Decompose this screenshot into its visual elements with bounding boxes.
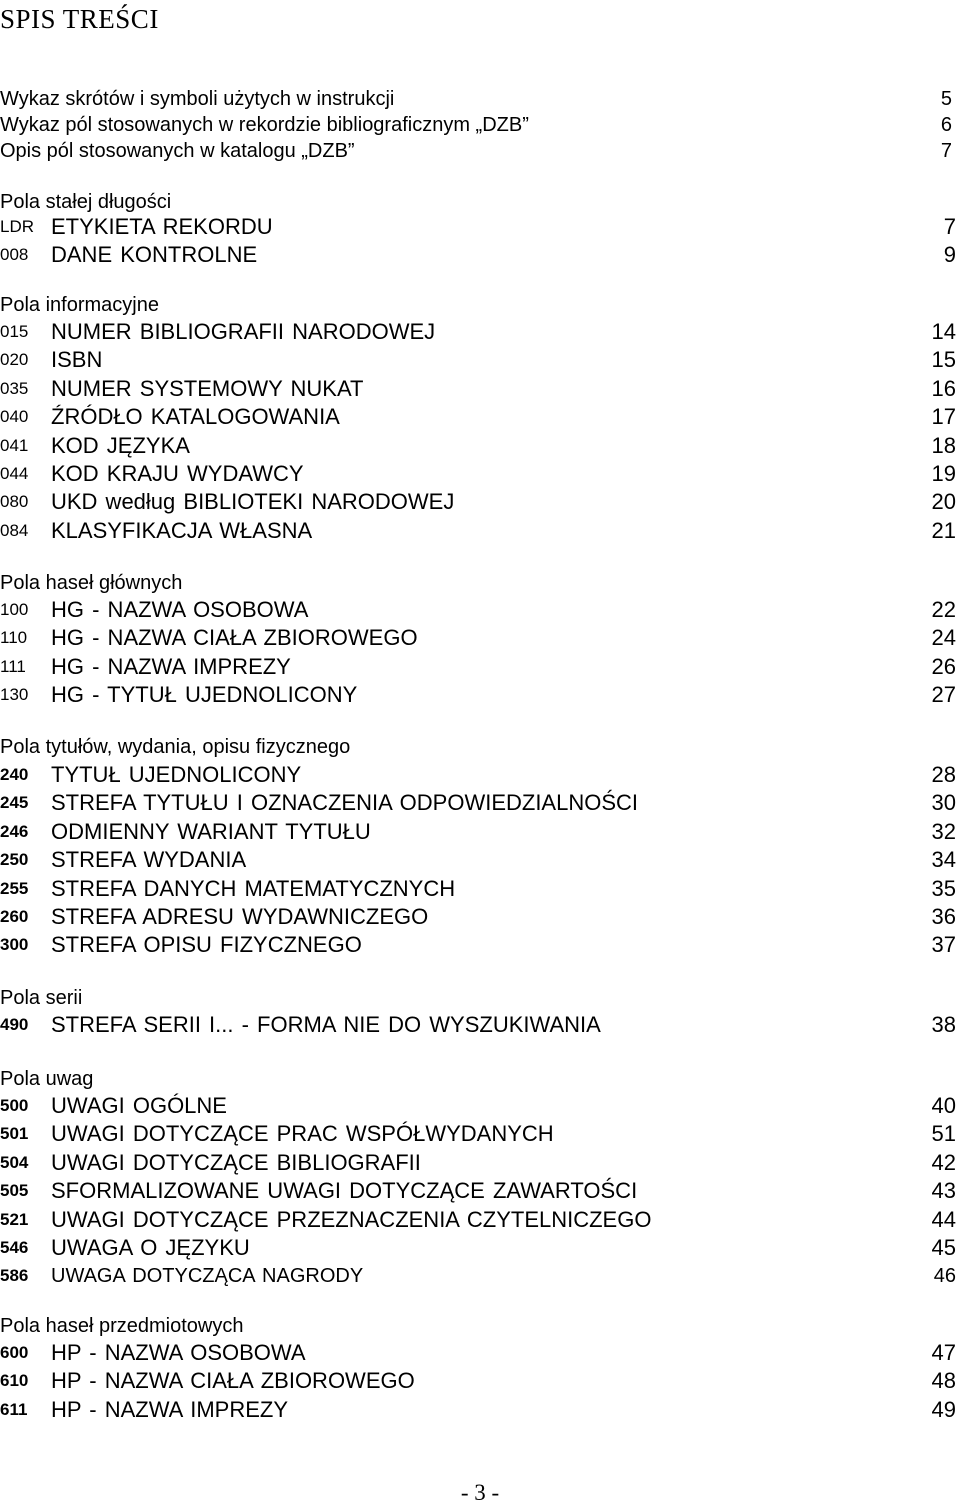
toc-entry: [0, 1206, 956, 1234]
toc-entry: [0, 1011, 956, 1039]
field-code: 040: [0, 407, 29, 426]
field-code: 084: [0, 521, 29, 540]
intro-page-number: 5: [940, 88, 952, 110]
field-code: 255: [0, 879, 29, 898]
field-title: STREFA WYDANIA: [51, 847, 247, 872]
entry-page-number: 35: [931, 876, 956, 901]
entry-page-number: 36: [931, 904, 956, 929]
toc-entry: [0, 931, 956, 959]
entry-page-number: 49: [931, 1397, 956, 1422]
intro-row: [0, 138, 952, 164]
entry-page-number: 16: [931, 376, 956, 401]
field-title: NUMER BIBLIOGRAFII NARODOWEJ: [51, 319, 436, 344]
field-title: NUMER SYSTEMOWY NUKAT: [51, 376, 364, 401]
toc-entry: [0, 517, 956, 545]
toc-entry: [0, 818, 956, 846]
field-code: 041: [0, 436, 29, 455]
toc-entry: [0, 403, 956, 431]
section-heading: Pola stałej długości: [0, 191, 172, 213]
field-code: 586: [0, 1266, 29, 1285]
field-title: UWAGI OGÓLNE: [51, 1093, 227, 1118]
field-code: 020: [0, 350, 29, 369]
toc-entry: [0, 1396, 956, 1424]
entry-page-number: 51: [931, 1121, 956, 1146]
intro-row: [0, 112, 952, 138]
field-title: HP - NAZWA IMPREZY: [51, 1397, 289, 1422]
intro-row: [0, 86, 952, 112]
entry-page-number: 45: [931, 1235, 956, 1260]
intro-page-number: 6: [940, 114, 952, 136]
toc-entry: [0, 1367, 956, 1395]
field-code: 611: [0, 1400, 28, 1419]
field-title: UWAGI DOTYCZĄCE PRZEZNACZENIA CZYTELNICZEGO: [51, 1207, 652, 1232]
entry-page-number: 47: [931, 1340, 956, 1365]
toc-entry: [0, 460, 956, 488]
field-title: UWAGA O JĘZYKU: [51, 1235, 250, 1260]
entry-page-number: 24: [931, 625, 956, 650]
section-heading: Pola tytułów, wydania, opisu fizycznego: [0, 736, 351, 758]
field-code: 610: [0, 1371, 29, 1390]
field-title: KOD JĘZYKA: [51, 433, 190, 458]
field-title: ETYKIETA REKORDU: [51, 214, 273, 239]
field-title: UWAGI DOTYCZĄCE BIBLIOGRAFII: [51, 1150, 421, 1175]
field-code: 501: [0, 1124, 29, 1143]
toc-entry: [0, 1120, 956, 1148]
field-title: STREFA DANYCH MATEMATYCZNYCH: [51, 876, 456, 901]
entry-page-number: 14: [931, 319, 956, 344]
toc-entry: [0, 241, 956, 269]
field-code: 130: [0, 685, 29, 704]
toc-entry: [0, 789, 956, 817]
toc-entry: [0, 1092, 956, 1120]
field-code: 110: [0, 628, 28, 647]
intro-page-number: 7: [940, 140, 952, 162]
intro-title: Wykaz skrótów i symboli użytych w instrukcji: [0, 88, 395, 110]
field-code: 490: [0, 1015, 29, 1034]
toc-entry: [0, 653, 956, 681]
entry-page-number: 19: [931, 461, 956, 486]
entry-page-number: 46: [933, 1265, 956, 1287]
entry-page-number: 27: [931, 682, 956, 707]
field-title: STREFA SERII I... - FORMA NIE DO WYSZUKIWANIA: [51, 1012, 601, 1037]
toc-entry: [0, 488, 956, 516]
field-code: 500: [0, 1096, 29, 1115]
intro-title: Opis pól stosowanych w katalogu „DZB”: [0, 140, 355, 162]
field-title: HP - NAZWA CIAŁA ZBIOROWEGO: [51, 1368, 415, 1393]
entry-page-number: 34: [931, 847, 956, 872]
field-title: ODMIENNY WARIANT TYTUŁU: [51, 819, 371, 844]
field-title: STREFA OPISU FIZYCZNEGO: [51, 932, 362, 957]
entry-page-number: 20: [931, 489, 956, 514]
field-title: HG - TYTUŁ UJEDNOLICONY: [51, 682, 358, 707]
entry-page-number: 44: [931, 1207, 956, 1232]
section-heading: Pola haseł głównych: [0, 572, 183, 594]
section-heading: Pola serii: [0, 987, 83, 1009]
entry-page-number: 7: [943, 214, 956, 239]
field-code: 245: [0, 793, 29, 812]
entry-page-number: 37: [931, 932, 956, 957]
field-title: TYTUŁ UJEDNOLICONY: [51, 762, 302, 787]
entry-page-number: 43: [931, 1178, 956, 1203]
field-code: 240: [0, 765, 29, 784]
toc-entry: [0, 875, 956, 903]
field-title: HG - NAZWA OSOBOWA: [51, 597, 309, 622]
field-title: HG - NAZWA IMPREZY: [51, 654, 291, 679]
field-title: KOD KRAJU WYDAWCY: [51, 461, 304, 486]
entry-page-number: 32: [931, 819, 956, 844]
field-code: 015: [0, 322, 29, 341]
field-code: 111: [0, 657, 26, 676]
field-code: 080: [0, 492, 29, 511]
entry-page-number: 48: [931, 1368, 956, 1393]
toc-entry: [0, 1177, 956, 1205]
field-title: HP - NAZWA OSOBOWA: [51, 1340, 306, 1365]
toc-entry: [0, 681, 956, 709]
entry-page-number: 40: [931, 1093, 956, 1118]
toc-entry: [0, 213, 956, 241]
field-title: ISBN: [51, 347, 103, 372]
field-code: 260: [0, 907, 29, 926]
entry-page-number: 9: [943, 242, 956, 267]
entry-page-number: 42: [931, 1150, 956, 1175]
toc-entry: [0, 596, 956, 624]
intro-title: Wykaz pól stosowanych w rekordzie bibliograficznym „DZB”: [0, 114, 529, 136]
field-title: STREFA TYTUŁU I OZNACZENIA ODPOWIEDZIALNOŚCI: [51, 790, 639, 815]
field-title: HG - NAZWA CIAŁA ZBIOROWEGO: [51, 625, 418, 650]
entry-page-number: 30: [931, 790, 956, 815]
field-title: ŹRÓDŁO KATALOGOWANIA: [51, 404, 340, 429]
field-code: 505: [0, 1181, 29, 1200]
field-code: 504: [0, 1153, 29, 1172]
section-heading: Pola informacyjne: [0, 294, 159, 316]
entry-page-number: 17: [931, 404, 956, 429]
toc-entry: [0, 1339, 956, 1367]
entry-page-number: 15: [931, 347, 956, 372]
entry-page-number: 38: [931, 1012, 956, 1037]
field-title: UWAGI DOTYCZĄCE PRAC WSPÓŁWYDANYCH: [51, 1121, 554, 1146]
field-code: 246: [0, 822, 29, 841]
toc-entry: [0, 1234, 956, 1262]
field-code: 546: [0, 1238, 29, 1257]
entry-page-number: 26: [931, 654, 956, 679]
entry-page-number: 28: [931, 762, 956, 787]
entry-page-number: 21: [931, 518, 956, 543]
section-heading: Pola uwag: [0, 1068, 94, 1090]
toc-entry: [0, 318, 956, 346]
field-code: LDR: [0, 217, 35, 236]
field-code: 008: [0, 245, 29, 264]
toc-entry: [0, 761, 956, 789]
field-code: 044: [0, 464, 29, 483]
entry-page-number: 22: [931, 597, 956, 622]
field-code: 521: [0, 1210, 29, 1229]
toc-entry: [0, 846, 956, 874]
field-code: 250: [0, 850, 29, 869]
field-title: STREFA ADRESU WYDAWNICZEGO: [51, 904, 429, 929]
toc-entry: [0, 1262, 956, 1290]
section-heading: Pola haseł przedmiotowych: [0, 1315, 244, 1337]
field-title: KLASYFIKACJA WŁASNA: [51, 518, 313, 543]
toc-entry: [0, 903, 956, 931]
field-title: SFORMALIZOWANE UWAGI DOTYCZĄCE ZAWARTOŚCI: [51, 1178, 638, 1203]
field-code: 100: [0, 600, 29, 619]
toc-entry: [0, 346, 956, 374]
page-title: SPIS TREŚCI: [0, 4, 159, 34]
toc-entry: [0, 432, 956, 460]
page-number: - 3 -: [460, 1480, 500, 1505]
field-title: UKD według BIBLIOTEKI NARODOWEJ: [51, 489, 455, 514]
field-code: 035: [0, 379, 29, 398]
field-code: 300: [0, 935, 29, 954]
field-code: 600: [0, 1343, 29, 1362]
field-title: DANE KONTROLNE: [51, 242, 258, 267]
field-title: UWAGA DOTYCZĄCA NAGRODY: [51, 1265, 364, 1287]
toc-entry: [0, 375, 956, 403]
entry-page-number: 18: [931, 433, 956, 458]
toc-entry: [0, 624, 956, 652]
toc-entry: [0, 1149, 956, 1177]
